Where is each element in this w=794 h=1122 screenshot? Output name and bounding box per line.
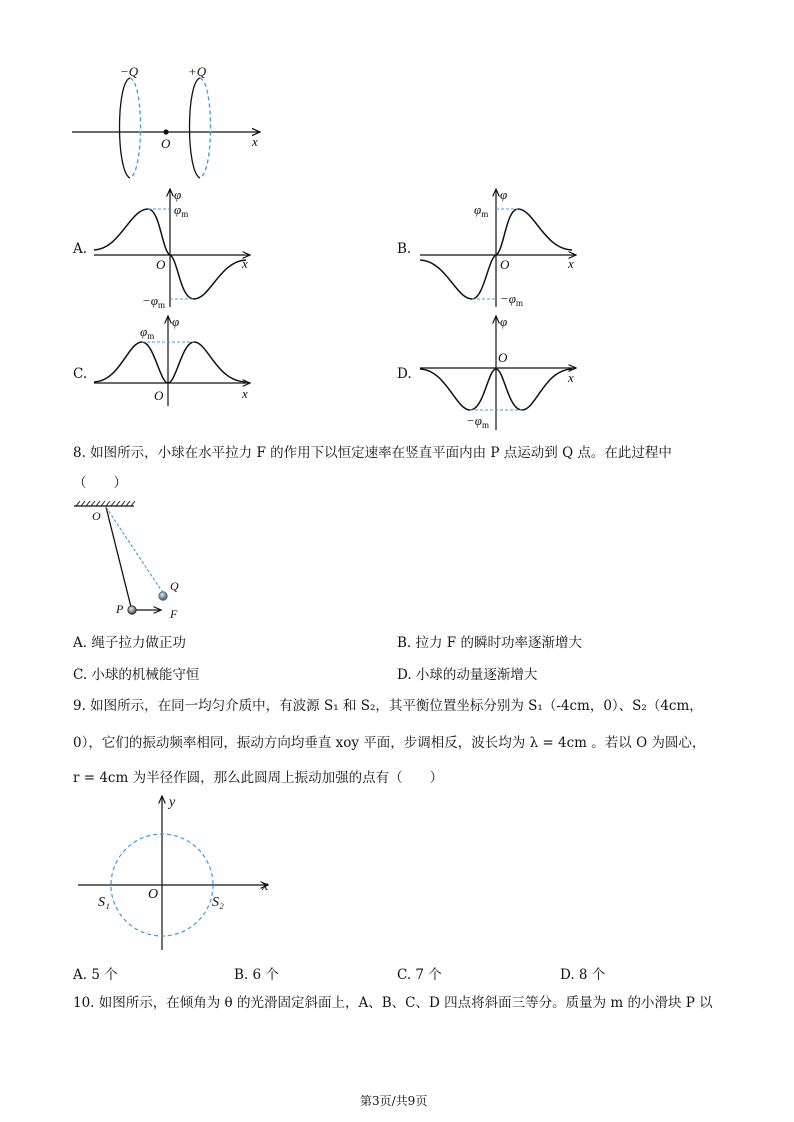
graph-c-x-label: x [242, 386, 248, 401]
graph-a-pos-label: φ [174, 202, 182, 217]
circle-y-label: y [169, 795, 176, 810]
pendulum-f-label: F [170, 607, 178, 621]
graph-a-x-label: x [242, 256, 248, 271]
graph-c-pos-label: φ [140, 324, 148, 339]
graph-a-y-label: φ [174, 187, 182, 202]
graph-c-letter[interactable]: C. [73, 366, 88, 382]
graph-d-neg-sub: m [481, 420, 489, 430]
q9-option-d[interactable]: D. 8 个 [560, 967, 606, 983]
graph-a-pos-sub: m [181, 209, 189, 219]
graph-a-letter[interactable]: A. [73, 241, 88, 257]
rings-origin-label: O [161, 136, 171, 151]
graph-c-curve [94, 342, 246, 383]
q8-option-a[interactable]: A. 绳子拉力做正功 [73, 635, 186, 651]
graph-b [416, 185, 586, 310]
ring-minus-label: −Q [120, 64, 139, 79]
q9-text-line2: 0），它们的振动频率相同，振动方向均垂直 xoy 平面，步调相反，波长均为 λ = 4cm 。若以 O 为圆心， [73, 735, 706, 751]
svg-text:φm [174, 202, 188, 219]
pendulum-q-label: Q [170, 579, 179, 593]
graph-c-pos-sub: m [147, 331, 155, 341]
ring-left-back [130, 78, 141, 178]
q9-option-b[interactable]: B. 6 个 [234, 967, 279, 983]
graph-b-neg-sub: m [515, 298, 523, 308]
graph-a-neg-sub: m [157, 300, 165, 310]
svg-text:φm [474, 202, 488, 219]
pendulum-p-label: P [116, 602, 124, 616]
graph-a [90, 185, 260, 310]
graph-a-neg-label: −φ [142, 293, 158, 308]
graph-d-origin: O [498, 350, 508, 365]
graph-c-y-label: φ [172, 314, 180, 329]
graph-c [90, 312, 260, 407]
graph-d [416, 312, 586, 432]
graph-b-letter[interactable]: B. [397, 241, 412, 257]
pendulum-o-label: O [92, 509, 101, 523]
graph-a-origin: O [156, 257, 166, 272]
pendulum-figure [66, 498, 196, 623]
q8-option-d[interactable]: D. 小球的动量逐渐增大 [397, 667, 538, 683]
circle-origin: O [148, 887, 159, 902]
graph-b-pos-sub: m [481, 209, 489, 219]
s2-label: S₂ [212, 895, 224, 910]
q8-text-line1: 8. 如图所示，小球在水平拉力 F 的作用下以恒定速率在竖直平面内由 P 点运动到 Q 点。在此过程中 [73, 445, 672, 461]
rings-figure [60, 60, 280, 185]
ring-right-front [190, 78, 201, 178]
q9-option-a[interactable]: A. 5 个 [73, 967, 118, 983]
svg-text:−φm [142, 293, 165, 310]
q9-text-line3: r = 4cm 为半径作圆，那么此圆周上振动加强的点有（ ） [73, 770, 444, 786]
origin-dot [163, 129, 168, 134]
graph-b-x-label: x [568, 256, 574, 271]
rope-p [106, 507, 131, 607]
circle-figure [72, 790, 282, 950]
svg-text:−φm [500, 291, 523, 308]
s1-label: S₁ [98, 895, 110, 910]
q9-option-c[interactable]: C. 7 个 [397, 967, 442, 983]
svg-text:−φm [466, 413, 489, 430]
graph-b-pos-label: φ [474, 202, 482, 217]
ring-left-front [120, 78, 131, 178]
ball-q [159, 592, 167, 600]
svg-text:φm [140, 324, 154, 341]
graph-d-neg-label: −φ [466, 413, 482, 428]
q8-option-c[interactable]: C. 小球的机械能守恒 [73, 667, 200, 683]
q9-text-line1: 9. 如图所示，在同一均匀介质中，有波源 S₁ 和 S₂，其平衡位置坐标分别为 S₁（-4cm，0）、S₂（4cm， [73, 698, 703, 714]
graph-d-letter[interactable]: D. [397, 366, 412, 382]
q10-text-line1: 10. 如图所示，在倾角为 θ 的光滑固定斜面上，A、B、C、D 四点将斜面三等分。质量为 m 的小滑块 P 以 [73, 995, 713, 1011]
page-footer: 第3页/共9页 [360, 1094, 428, 1108]
q8-option-b[interactable]: B. 拉力 F 的瞬时功率逐渐增大 [397, 635, 582, 651]
circle-x-label: x [262, 879, 269, 894]
graph-b-origin: O [500, 257, 510, 272]
ring-right-back [200, 78, 211, 178]
graph-d-y-label: φ [500, 314, 508, 329]
q8-text-line2: （ ） [73, 475, 127, 491]
graph-d-x-label: x [568, 370, 574, 385]
graph-b-neg-label: −φ [500, 291, 516, 306]
ball-p [128, 606, 136, 614]
ring-plus-label: +Q [188, 64, 207, 79]
graph-c-origin: O [154, 388, 164, 403]
rope-q [106, 507, 163, 593]
graph-b-y-label: φ [500, 187, 508, 202]
rings-axis-label: x [252, 134, 258, 149]
